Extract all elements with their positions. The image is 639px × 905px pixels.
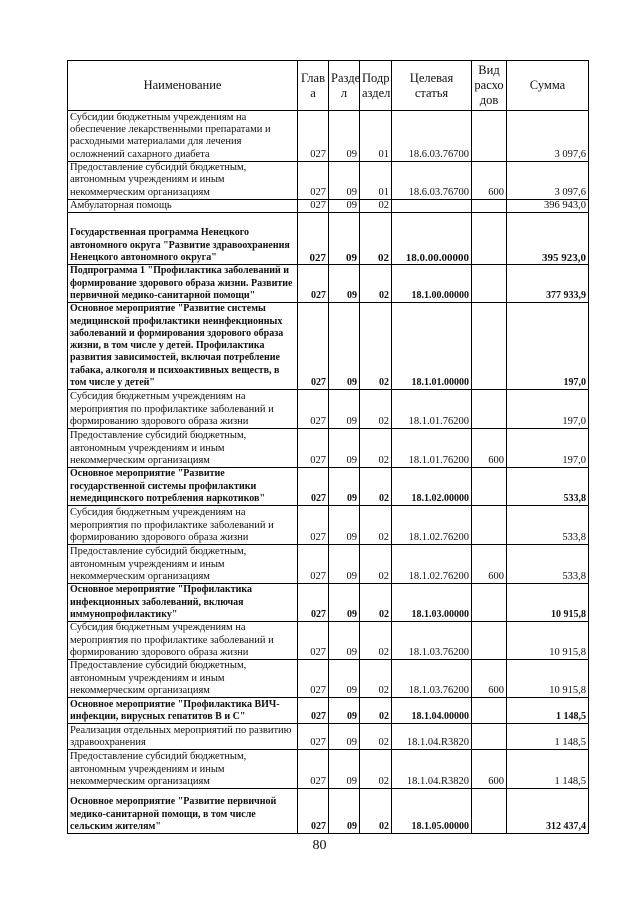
row-target: 18.1.01.00000 xyxy=(392,303,472,390)
row-vid: 600 xyxy=(472,545,507,584)
row-vid xyxy=(472,265,507,303)
header-target: Целевая статья xyxy=(392,61,472,111)
row-glava: 027 xyxy=(298,200,329,213)
row-razdel: 09 xyxy=(329,213,360,265)
row-target: 18.1.04.00000 xyxy=(392,698,472,724)
row-razdel: 09 xyxy=(329,750,360,789)
row-name: Основное мероприятие "Профилактика инфекционных заболеваний, включая иммунопрофилактику" xyxy=(68,584,298,622)
row-glava: 027 xyxy=(298,622,329,660)
row-podrazdel: 01 xyxy=(360,162,392,200)
row-target: 18.1.03.76200 xyxy=(392,660,472,698)
row-glava: 027 xyxy=(298,468,329,506)
row-target: 18.1.02.76200 xyxy=(392,506,472,545)
row-glava: 027 xyxy=(298,724,329,750)
row-podrazdel: 02 xyxy=(360,545,392,584)
row-name: Предоставление субсидий бюджетным, автономным учреждениям и иным некоммерческим организациям xyxy=(68,660,298,698)
row-target: 18.1.01.76200 xyxy=(392,390,472,429)
row-sum: 1 148,5 xyxy=(507,698,589,724)
table-row xyxy=(68,200,589,213)
table-row xyxy=(68,265,589,303)
row-sum: 533,8 xyxy=(507,468,589,506)
row-razdel: 09 xyxy=(329,698,360,724)
row-name: Субсидия бюджетным учреждениям на мероприятия по профилактике заболеваний и формированию здорового образа жизни xyxy=(68,622,298,660)
row-target: 18.0.00.00000 xyxy=(392,213,472,265)
table-row xyxy=(68,584,589,622)
row-sum: 197,0 xyxy=(507,390,589,429)
row-target: 18.1.04.R3820 xyxy=(392,724,472,750)
header-vid: Вид расхо дов xyxy=(472,61,507,111)
table-row xyxy=(68,506,589,545)
row-glava: 027 xyxy=(298,506,329,545)
row-razdel: 09 xyxy=(329,265,360,303)
page-number: 80 xyxy=(312,838,327,853)
row-podrazdel: 02 xyxy=(360,622,392,660)
row-podrazdel: 02 xyxy=(360,265,392,303)
header-razdel: Разде л xyxy=(329,61,360,111)
row-razdel: 09 xyxy=(329,390,360,429)
row-razdel: 09 xyxy=(329,162,360,200)
row-vid xyxy=(472,698,507,724)
row-glava: 027 xyxy=(298,660,329,698)
header-glava: Глав а xyxy=(298,61,329,111)
row-razdel: 09 xyxy=(329,789,360,834)
table-row xyxy=(68,789,589,834)
row-target: 18.6.03.76700 xyxy=(392,162,472,200)
row-podrazdel: 02 xyxy=(360,213,392,265)
row-name: Субсидия бюджетным учреждениям на мероприятия по профилактике заболеваний и формированию здорового образа жизни xyxy=(68,390,298,429)
row-razdel: 09 xyxy=(329,303,360,390)
row-vid xyxy=(472,303,507,390)
row-vid xyxy=(472,724,507,750)
row-target: 18.1.03.00000 xyxy=(392,584,472,622)
header-row xyxy=(68,61,589,111)
row-podrazdel: 02 xyxy=(360,660,392,698)
row-target: 18.1.03.76200 xyxy=(392,622,472,660)
table-row xyxy=(68,750,589,789)
row-vid xyxy=(472,390,507,429)
row-name: Предоставление субсидий бюджетным, автономным учреждениям и иным некоммерческим организациям xyxy=(68,545,298,584)
row-target: 18.6.03.76700 xyxy=(392,111,472,162)
row-vid xyxy=(472,213,507,265)
row-sum: 3 097,6 xyxy=(507,162,589,200)
row-vid xyxy=(472,468,507,506)
row-name: Подпрограмма 1 "Профилактика заболеваний и формирование здорового образа жизни. Развитие первичной медико-санитарной помощи" xyxy=(68,265,298,303)
row-podrazdel: 02 xyxy=(360,303,392,390)
row-podrazdel: 02 xyxy=(360,724,392,750)
row-razdel: 09 xyxy=(329,468,360,506)
table-row xyxy=(68,303,589,390)
table-row xyxy=(68,162,589,200)
row-razdel: 09 xyxy=(329,429,360,468)
header-name: Наименование xyxy=(68,61,298,111)
row-sum: 1 148,5 xyxy=(507,724,589,750)
row-razdel: 09 xyxy=(329,545,360,584)
table-row xyxy=(68,698,589,724)
row-glava: 027 xyxy=(298,111,329,162)
row-sum: 533,8 xyxy=(507,545,589,584)
table-row xyxy=(68,213,589,265)
row-sum: 1 148,5 xyxy=(507,750,589,789)
row-name: Государственная программа Ненецкого автономного округа "Развитие здравоохранения Ненецкого автономного округа" xyxy=(68,213,298,265)
row-name: Субсидии бюджетным учреждениям на обеспечение лекарственными препаратами и расходными материалами для лечения осложнений сахарного диабета xyxy=(68,111,298,162)
row-target: 18.1.01.76200 xyxy=(392,429,472,468)
row-sum: 10 915,8 xyxy=(507,584,589,622)
row-target: 18.1.00.00000 xyxy=(392,265,472,303)
row-vid: 600 xyxy=(472,429,507,468)
row-sum: 312 437,4 xyxy=(507,789,589,834)
row-glava: 027 xyxy=(298,584,329,622)
row-vid xyxy=(472,111,507,162)
row-name: Основное мероприятие "Развитие системы медицинской профилактики неинфекционных заболеваний и формирования здорового образа жизни, в том числе у детей. Профилактика развития зависимостей, включая потребление табака, алкоголя и психоактивных веществ, в том числе у детей" xyxy=(68,303,298,390)
row-sum: 197,0 xyxy=(507,303,589,390)
row-razdel: 09 xyxy=(329,506,360,545)
row-sum: 377 933,9 xyxy=(507,265,589,303)
row-vid: 600 xyxy=(472,162,507,200)
row-glava: 027 xyxy=(298,429,329,468)
table-row xyxy=(68,429,589,468)
row-vid xyxy=(472,622,507,660)
row-glava: 027 xyxy=(298,390,329,429)
row-name: Предоставление субсидий бюджетным, автономным учреждениям и иным некоммерческим организациям xyxy=(68,429,298,468)
row-glava: 027 xyxy=(298,162,329,200)
row-podrazdel: 02 xyxy=(360,698,392,724)
row-podrazdel: 02 xyxy=(360,789,392,834)
row-vid: 600 xyxy=(472,660,507,698)
table-row xyxy=(68,390,589,429)
table-row xyxy=(68,468,589,506)
row-target: 18.1.04.R3820 xyxy=(392,750,472,789)
row-razdel: 09 xyxy=(329,584,360,622)
row-vid: 600 xyxy=(472,750,507,789)
table-row xyxy=(68,622,589,660)
row-sum: 396 943,0 xyxy=(507,200,589,213)
row-name: Амбулаторная помощь xyxy=(68,200,298,213)
table-row xyxy=(68,111,589,162)
row-target: 18.1.02.00000 xyxy=(392,468,472,506)
row-glava: 027 xyxy=(298,698,329,724)
row-vid xyxy=(472,506,507,545)
row-sum: 395 923,0 xyxy=(507,213,589,265)
row-glava: 027 xyxy=(298,213,329,265)
row-podrazdel: 02 xyxy=(360,584,392,622)
row-podrazdel: 02 xyxy=(360,200,392,213)
budget-table xyxy=(67,60,589,834)
row-glava: 027 xyxy=(298,265,329,303)
row-target: 18.1.02.76200 xyxy=(392,545,472,584)
row-vid xyxy=(472,584,507,622)
row-podrazdel: 02 xyxy=(360,468,392,506)
row-podrazdel: 02 xyxy=(360,429,392,468)
row-podrazdel: 02 xyxy=(360,750,392,789)
row-glava: 027 xyxy=(298,750,329,789)
row-name: Субсидия бюджетным учреждениям на мероприятия по профилактике заболеваний и формированию здорового образа жизни xyxy=(68,506,298,545)
header-podrazdel: Подр аздел xyxy=(360,61,392,111)
row-glava: 027 xyxy=(298,545,329,584)
row-sum: 533,8 xyxy=(507,506,589,545)
row-podrazdel: 02 xyxy=(360,506,392,545)
table-row xyxy=(68,660,589,698)
row-razdel: 09 xyxy=(329,622,360,660)
row-sum: 197,0 xyxy=(507,429,589,468)
row-sum: 3 097,6 xyxy=(507,111,589,162)
row-razdel: 09 xyxy=(329,200,360,213)
row-name: Основное мероприятие "Профилактика ВИЧ-инфекции, вирусных гепатитов В и С" xyxy=(68,698,298,724)
row-podrazdel: 01 xyxy=(360,111,392,162)
table-row xyxy=(68,545,589,584)
row-name: Основное мероприятие "Развитие первичной медико-санитарной помощи, в том числе сельским жителям" xyxy=(68,789,298,834)
header-sum: Сумма xyxy=(507,61,589,111)
row-razdel: 09 xyxy=(329,724,360,750)
table-row xyxy=(68,724,589,750)
row-podrazdel: 02 xyxy=(360,390,392,429)
row-name: Предоставление субсидий бюджетным, автономным учреждениям и иным некоммерческим организациям xyxy=(68,162,298,200)
row-name: Предоставление субсидий бюджетным, автономным учреждениям и иным некоммерческим организациям xyxy=(68,750,298,789)
row-sum: 10 915,8 xyxy=(507,660,589,698)
row-vid xyxy=(472,789,507,834)
row-target xyxy=(392,200,472,213)
row-glava: 027 xyxy=(298,303,329,390)
row-name: Реализация отдельных мероприятий по развитию здравоохранения xyxy=(68,724,298,750)
row-razdel: 09 xyxy=(329,111,360,162)
row-target: 18.1.05.00000 xyxy=(392,789,472,834)
row-razdel: 09 xyxy=(329,660,360,698)
row-glava: 027 xyxy=(298,789,329,834)
row-name: Основное мероприятие "Развитие государственной системы профилактики немедицинского потребления наркотиков" xyxy=(68,468,298,506)
row-vid xyxy=(472,200,507,213)
row-sum: 10 915,8 xyxy=(507,622,589,660)
